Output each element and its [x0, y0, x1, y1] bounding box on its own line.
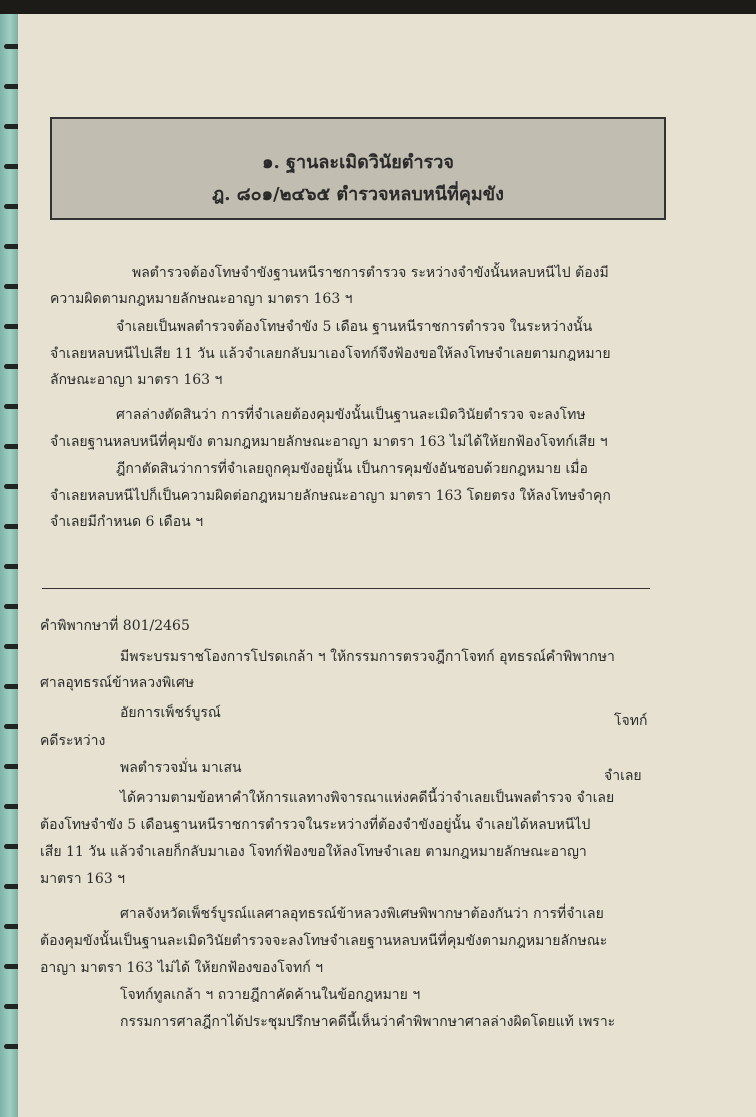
summary-line: จำเลยฐานหลบหนีที่คุมขัง ตามกฎหมายลักษณะอาญา มาตรา 163 ไม่ได้ให้ยกฟ้องโจทก์เสีย ฯ: [50, 434, 608, 450]
judgment-intro: มีพระบรมราชโองการโปรดเกล้า ฯ ให้กรรมการตรวจฎีกาโจทก์ อุทธรณ์คำพิพากษา: [120, 649, 615, 665]
case-title-box: [50, 117, 666, 220]
section-divider: [42, 588, 650, 589]
case-number-title: ฎ. ๘๐๑/๒๔๖๕ ตำรวจหลบหนีที่คุมขัง: [212, 184, 504, 205]
summary-line: จำเลยหลบหนีไปเสีย 11 วัน แล้วจำเลยกลับมาเองโจทก์จึงฟ้องขอให้ลงโทษจำเลยตามกฎหมาย: [50, 346, 611, 362]
summary-line: จำเลยหลบหนีไปก็เป็นความผิดต่อกฎหมายลักษณะอาญา มาตรา 163 โดยตรง ให้ลงโทษจำคุก: [50, 488, 611, 504]
summary-line: ลักษณะอาญา มาตรา 163 ฯ: [50, 372, 223, 388]
judgment-body-line: อาญา มาตรา 163 ไม่ได้ ให้ยกฟ้องของโจทก์ ฯ: [40, 960, 324, 976]
judgment-body-line: โจทก์ทูลเกล้า ฯ ถวายฎีกาคัดค้านในข้อกฎหมาย ฯ: [120, 987, 421, 1003]
plaintiff-role: โจทก์: [614, 713, 648, 729]
document-page: [18, 14, 756, 1117]
summary-line: จำเลยมีกำหนด 6 เดือน ฯ: [50, 514, 204, 530]
judgment-body-line: ได้ความตามข้อหาคำให้การแลทางพิจารณาแห่งคดีนี้ว่าจำเลยเป็นพลตำรวจ จำเลย: [120, 790, 615, 806]
judgment-body-line: ต้องคุมขังนั้นเป็นฐานละเมิดวินัยตำรวจจะลงโทษจำเลยฐานหลบหนีที่คุมขังตามกฎหมายลักษณะ: [40, 933, 608, 949]
defendant-name: พลตำรวจมั่น มาเสน: [120, 760, 242, 776]
summary-line: ความผิดตามกฎหมายลักษณะอาญา มาตรา 163 ฯ: [50, 291, 353, 307]
plaintiff-name: อัยการเพ็ชร์บูรณ์: [120, 705, 221, 721]
summary-line: พลตำรวจต้องโทษจำขังฐานหนีราชการตำรวจ ระหว่างจำขังนั้นหลบหนีไป ต้องมี: [132, 265, 609, 281]
summary-line: จำเลยเป็นพลตำรวจต้องโทษจำขัง 5 เดือน ฐานหนีราชการตำรวจ ในระหว่างนั้น: [116, 319, 593, 335]
judgment-body-line: ศาลจังหวัดเพ็ชร์บูรณ์แลศาลอุทธรณ์ข้าหลวงพิเศษพิพากษาต้องกันว่า การที่จำเลย: [120, 906, 604, 922]
judgment-body-line: เสีย 11 วัน แล้วจำเลยก็กลับมาเอง โจทก์ฟ้องขอให้ลงโทษจำเลย ตามกฎหมายลักษณะอาญา: [40, 844, 587, 860]
judgment-intro: ศาลอุทธรณ์ข้าหลวงพิเศษ: [40, 675, 195, 691]
defendant-role: จำเลย: [604, 768, 642, 784]
judgment-body-line: กรรมการศาลฎีกาได้ประชุมปรึกษาคดีนี้เห็นว่าคำพิพากษาศาลล่างผิดโดยแท้ เพราะ: [120, 1014, 616, 1030]
judgment-number: คำพิพากษาที่ 801/2465: [40, 618, 190, 634]
judgment-body-line: ต้องโทษจำขัง 5 เดือนฐานหนีราชการตำรวจในระหว่างที่ต้องจำขังอยู่นั้น จำเลยได้หลบหนีไป: [40, 817, 591, 833]
summary-line: ศาลล่างตัดสินว่า การที่จำเลยต้องคุมขังนั้นเป็นฐานละเมิดวินัยตำรวจ จะลงโทษ: [116, 407, 586, 423]
between-label: คดีระหว่าง: [40, 733, 106, 749]
section-title: ๑. ฐานละเมิดวินัยตำรวจ: [262, 152, 454, 173]
judgment-body-line: มาตรา 163 ฯ: [40, 871, 126, 887]
summary-line: ฎีกาตัดสินว่าการที่จำเลยถูกคุมขังอยู่นั้น เป็นการคุมขังอันชอบด้วยกฎหมาย เมื่อ: [116, 461, 588, 477]
